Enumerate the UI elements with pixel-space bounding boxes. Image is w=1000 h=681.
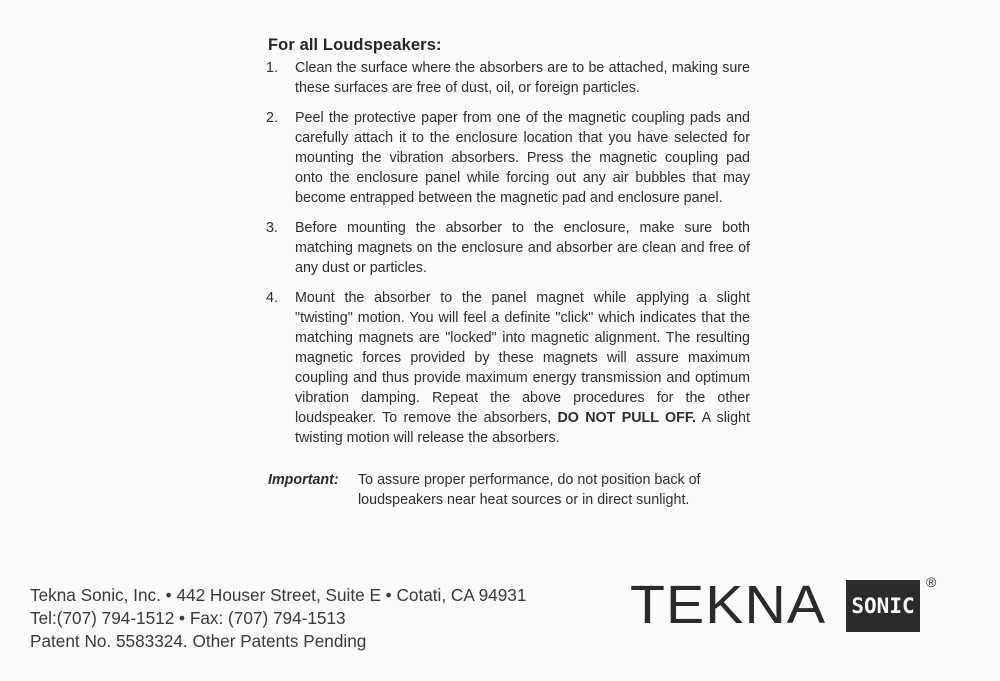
step-text: Peel the protective paper from one of the magnetic coupling pads and carefully attach it to the enclosure location that you have selected for mounting the vibration absorbers. Press the magnetic coupling pad onto the enclosure panel while forcing out any air bubbles that may become entrapped between the magnetic pad and enclosure panel. (295, 110, 750, 206)
step-number: 4. (266, 290, 278, 306)
company-footer (30, 584, 526, 653)
step-text: Mount the absorber to the panel magnet while applying a slight "twisting" motion. You will feel a definite "click" which indicates that the matching magnets are "locked" into magnetic alignment. The resulting magnetic forces provided by these magnets will assure maximum coupling and thus provide maximum energy transmission and optimum vibration damping. Repeat the above procedures for the other loudspeaker. To remove the absorbers, (295, 290, 750, 426)
footer-address: Tekna Sonic, Inc. • 442 Houser Street, Suite E • Cotati, CA 94931 (30, 585, 527, 605)
instruction-step (266, 108, 750, 208)
footer-phone: Tel:(707) 794-1512 • Fax: (707) 794-1513 (30, 608, 346, 628)
section-heading: For all Loudspeakers: (268, 36, 442, 54)
step-number: 1. (266, 60, 278, 76)
logo-wordmark: TEKNA (630, 575, 827, 635)
instruction-list (266, 58, 750, 448)
instruction-step (266, 58, 750, 98)
footer-patent: Patent No. 5583324. Other Patents Pending (30, 631, 367, 651)
instruction-step (266, 288, 750, 448)
step-text: Clean the surface where the absorbers are to be attached, making sure these surfaces are free of dust, oil, or foreign particles. (295, 60, 750, 96)
logo-sonic-box: SONIC (846, 580, 920, 632)
step-emphasis: DO NOT PULL OFF. (557, 410, 697, 426)
step-number: 3. (266, 220, 278, 236)
instruction-step (266, 218, 750, 278)
registered-mark-icon: ® (926, 574, 937, 590)
step-tail: A slight twisting motion will release the absorbers. (295, 410, 750, 446)
step-number: 2. (266, 110, 278, 126)
important-label: Important: (268, 472, 339, 488)
step-text: Before mounting the absorber to the enclosure, make sure both matching magnets on the enclosure and absorber are clean and free of any dust or particles. (295, 220, 750, 276)
important-text: To assure proper performance, do not position back of loudspeakers near heat sources or in direct sunlight. (358, 472, 701, 508)
